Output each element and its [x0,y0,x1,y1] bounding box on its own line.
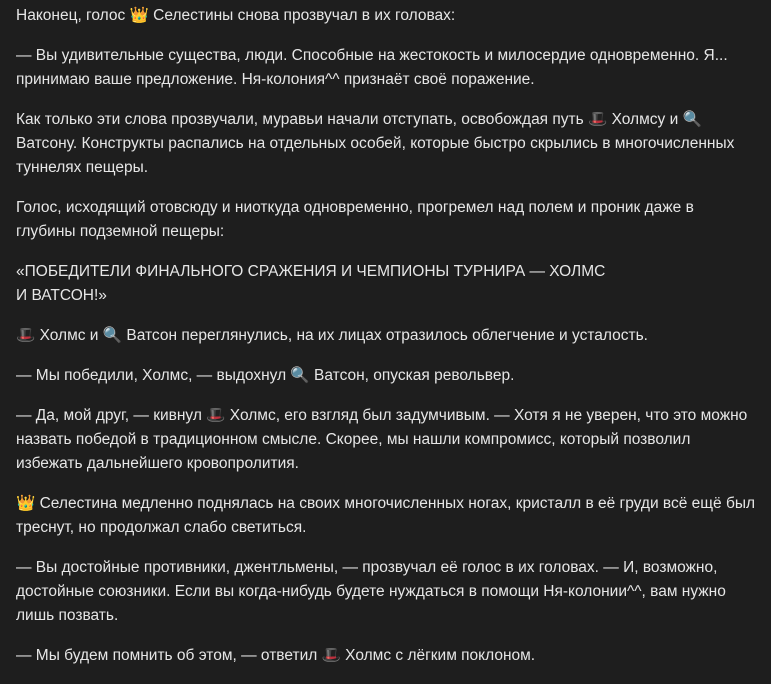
chat-message-body [16,4,756,684]
bottom-fade [0,669,771,681]
message-paragraph: 👑 Селестина медленно поднялась на своих многочисленных ногах, кристалл в её груди всё ещё был треснут, но продолжал слабо светиться. [16,495,756,536]
message-paragraph: — Вы достойные противники, джентльмены, — прозвучал её голос в их головах. — И, возможно, достойные союзники. Если вы когда-нибудь будете нуждаться в помощи Ня-колонии^^, вам нужно лишь позвать. [16,559,726,624]
message-paragraph: Голос, исходящий отовсюду и ниоткуда одновременно, прогремел над полем и проник даже в глубины подземной пещеры: [16,199,694,240]
message-paragraph: 🎩 Холмс и 🔍 Ватсон переглянулись, на их лицах отразилось облегчение и усталость. [16,327,648,344]
message-paragraph: — Мы победили, Холмс, — выдохнул 🔍 Ватсон, опуская револьвер. [16,367,515,384]
message-paragraph: «ПОБЕДИТЕЛИ ФИНАЛЬНОГО СРАЖЕНИЯ И ЧЕМПИОНЫ ТУРНИРА — ХОЛМС И ВАТСОН!» [16,263,606,304]
message-paragraph: — Мы будем помнить об этом, — ответил 🎩 Холмс с лёгким поклоном. [16,647,536,664]
message-paragraph: — Да, мой друг, — кивнул 🎩 Холмс, его взгляд был задумчивым. — Хотя я не уверен, что это можно назвать победой в традиционном смысле. Скорее, мы нашли компромисс, который позволил избежать дальнейшего кровопролития. [16,407,748,472]
message-paragraph: — Вы удивительные существа, люди. Способные на жестокость и милосердие одновременно. Я... принимаю ваше предложение. Ня-колония^^ признаёт своё поражение. [16,47,728,88]
message-paragraph: Как только эти слова прозвучали, муравьи начали отступать, освобождая путь 🎩 Холмсу и 🔍 Ватсону. Конструкты распались на отдельных особей, которые быстро скрылись в многочисленных туннелях пещеры. [16,111,735,176]
message-paragraph: Наконец, голос 👑 Селестины снова прозвучал в их головах: [16,7,456,24]
